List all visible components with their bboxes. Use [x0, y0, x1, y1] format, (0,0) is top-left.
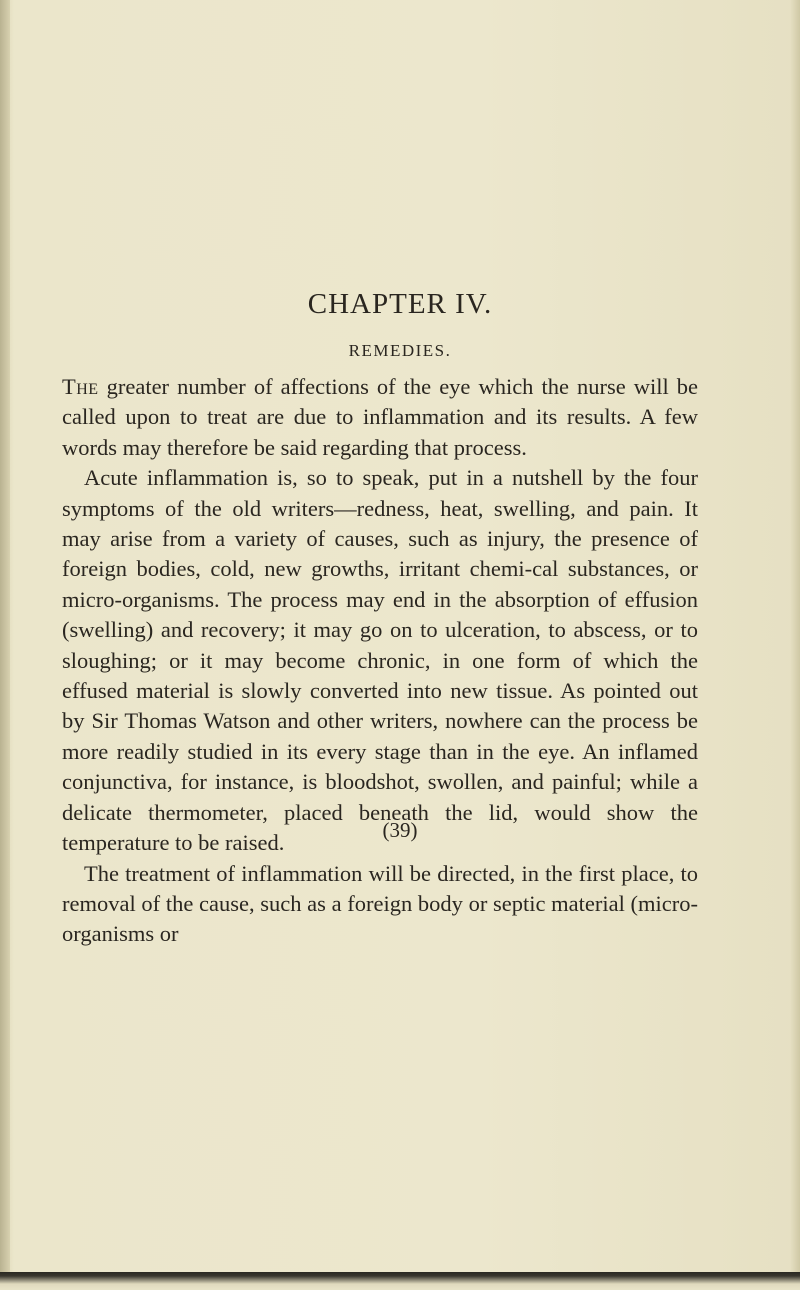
paragraph-1 — [62, 372, 698, 463]
paragraph-lead-word: The — [62, 374, 99, 399]
paragraph-2 — [62, 463, 698, 858]
paragraph-text: The treatment of inflammation will be directed, in the first place, to removal of the cause, such as a foreign body or septic material (micro-organisms or — [62, 860, 698, 947]
chapter-title: CHAPTER IV. — [307, 288, 493, 320]
paragraph-text: greater number of affections of the eye which the nurse will be called upon to treat are due to inflammation and its results. A few words may therefore be said regarding that process. — [62, 374, 698, 460]
body-text — [62, 372, 698, 950]
page-right-edge — [790, 0, 800, 1290]
paragraph-text: Acute inflammation is, so to speak, put in a nutshell by the four symptoms of the old writers—redness, heat, swelling, and pain. It may arise from a variety of causes, such as injury, the presence of foreign bodies, cold, new growths, irritant chemi-cal substances, or micro-organisms. The process may end in the absorption of effusion (swelling) and recovery; it may go on to ulceration, to abscess, or to sloughing; or it may become chronic, in one form of which the effused material is slowly converted into new tissue. As pointed out by Sir Thomas Watson and other writers, nowhere can the process be more readily studied in its every stage than in the eye. An inflamed conjunctiva, for instance, is bloodshot, swollen, and painful; while a delicate thermometer, placed beneath the lid, would show the temperature to be raised. — [62, 465, 698, 856]
section-title: REMEDIES. — [348, 341, 452, 360]
page-number: (39) — [382, 818, 418, 842]
paragraph-3 — [62, 859, 698, 950]
page-bottom-edge — [0, 1272, 800, 1290]
page-gutter-shadow — [0, 0, 10, 1290]
